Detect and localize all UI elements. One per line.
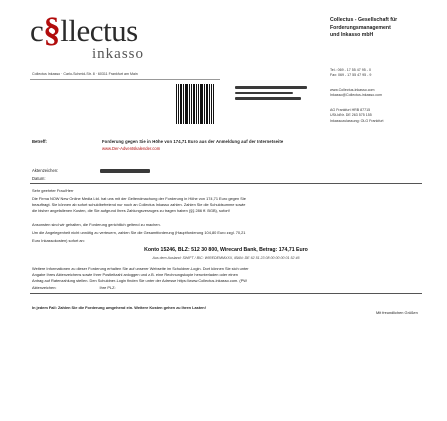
subject-divider [30,183,422,184]
logo-suffix: llectus [60,13,138,48]
paragraph-4-line-1: Weitere Informationen zu dieser Forderung erhalten Sie auf unserer Webseite im Schuldner-Login. Dort können Sie sich unter [32,266,249,271]
company-logo [30,12,138,47]
paragraph-1-line-3: die bisher angefallenen Kosten, die Sie aufgrund Ihres Zahlungsverzuges zu tragen haben (§§ 286 ff. BGB), sofort! [32,207,230,213]
subject-label: Betreff: [32,139,47,144]
paragraph-4-line-2: Angabe Ihres Aktenzeichens sowie Ihrer Postleitzahl anloggen und z.B. eine Rechnungskopie herunterladen oder einen [32,271,238,277]
license: Inkassozulassung: OLG Frankfurt [330,118,384,123]
company-line-2: Forderungsmanagement [330,24,391,31]
bank-details: Konto 15246, BLZ: 512 30 800, Wirecard Bank, Betrag: 174,71 Euro [144,247,308,253]
closing: Mit freundlichen Grüßen [376,310,418,315]
sender-line: Collectus Inkasso · Carlo-Schmid-Str. 8 · 60311 Frankfurt am Main [32,72,138,76]
barcode-graphic [176,84,215,124]
website: www.Collectus-inkasso.com [330,88,375,92]
contact-block [330,68,371,79]
paragraph-1-line-1: Die Firma NOW New Online Media Ltd. hat uns mit der Geltendmachung der Forderung in Höhe von 174,71 Euro gegen Sie [32,196,246,201]
date-label: Datum: [32,176,46,181]
email: Inkasso@Collectus-inkasso.com [330,93,382,98]
file-number-label: Aktenzeichen: [32,168,59,173]
register-block [330,108,384,124]
fax: Fax: 069 - 17 55 47 95 - 9 [330,73,372,78]
logo-mark: § [43,10,61,49]
subject-text: Forderung gegen Sie in Höhe von 174,71 Euro aus der Anmeldung auf der Internetseite [102,139,284,144]
logo-prefix: c [30,13,44,48]
subject-site: www.Der-Adventskalender.com [102,146,161,151]
web-block [330,88,382,99]
footer-divider [30,293,422,294]
footer-warning: In jedem Fall: Zahlen Sie die Forderung umgehend ein. Weitere Kosten gehen zu Ihren Lasten! [32,305,206,310]
paragraph-1 [32,196,246,214]
register-line-1: AG Frankfurt HRB 87715 [330,108,371,112]
paragraph-3: Um die Angelegenheit nicht unnötig zu verteuern, zahlen Sie die Gesamtforderung (Hauptforderung 104,80 Euro zzgl. 70,21 [32,230,246,235]
iban-details: Aus dem Ausland: SWIFT / BIC: WIREDEMMXXX, IBAN: DE 62 51 23 08 00 00 00 01 52 46 [152,256,300,260]
recipient-address-redacted [235,86,310,100]
login-pw-label: Ihre PLZ: [99,285,116,290]
logo-subtitle: inkasso [92,46,144,62]
company-name-block [330,17,397,40]
phone: Tel.: 069 - 17 55 47 95 - 0 [330,68,371,72]
company-line-3: und Inkasso mbH [330,32,374,39]
login-file-label: Aktenzeichen: [32,285,57,290]
paragraph-2: Ansonsten sind wir gehalten, die Forderung gerichtlich geltend zu machen. [32,222,161,227]
paragraph-1-line-2: beauftragt. Sie können ab sofort schuldbefreiend nur noch an Collectus Inkasso zahlen. Zahlen Sie die Schuldsumme sowie [32,201,246,207]
paragraph-3b: Euro Inkassokosten) sofort an: [32,238,85,243]
paragraph-4-line-3: Antrag auf Ratenzahlung stellen. Den Schuldner-Login finden Sie unter der Adresse https://www.Collectus-inkasso.com. (PW [32,277,247,283]
register-line-2: USt-IdNr. DE 263 575 155 [330,113,372,118]
sender-underline [30,79,220,80]
login-info [32,285,116,291]
company-line-1: Collectus - Gesellschaft für [330,17,398,23]
salutation: Sehr geehrter Frau/Herr [32,188,74,193]
paragraph-4 [32,266,249,284]
file-number-redacted [100,169,150,173]
